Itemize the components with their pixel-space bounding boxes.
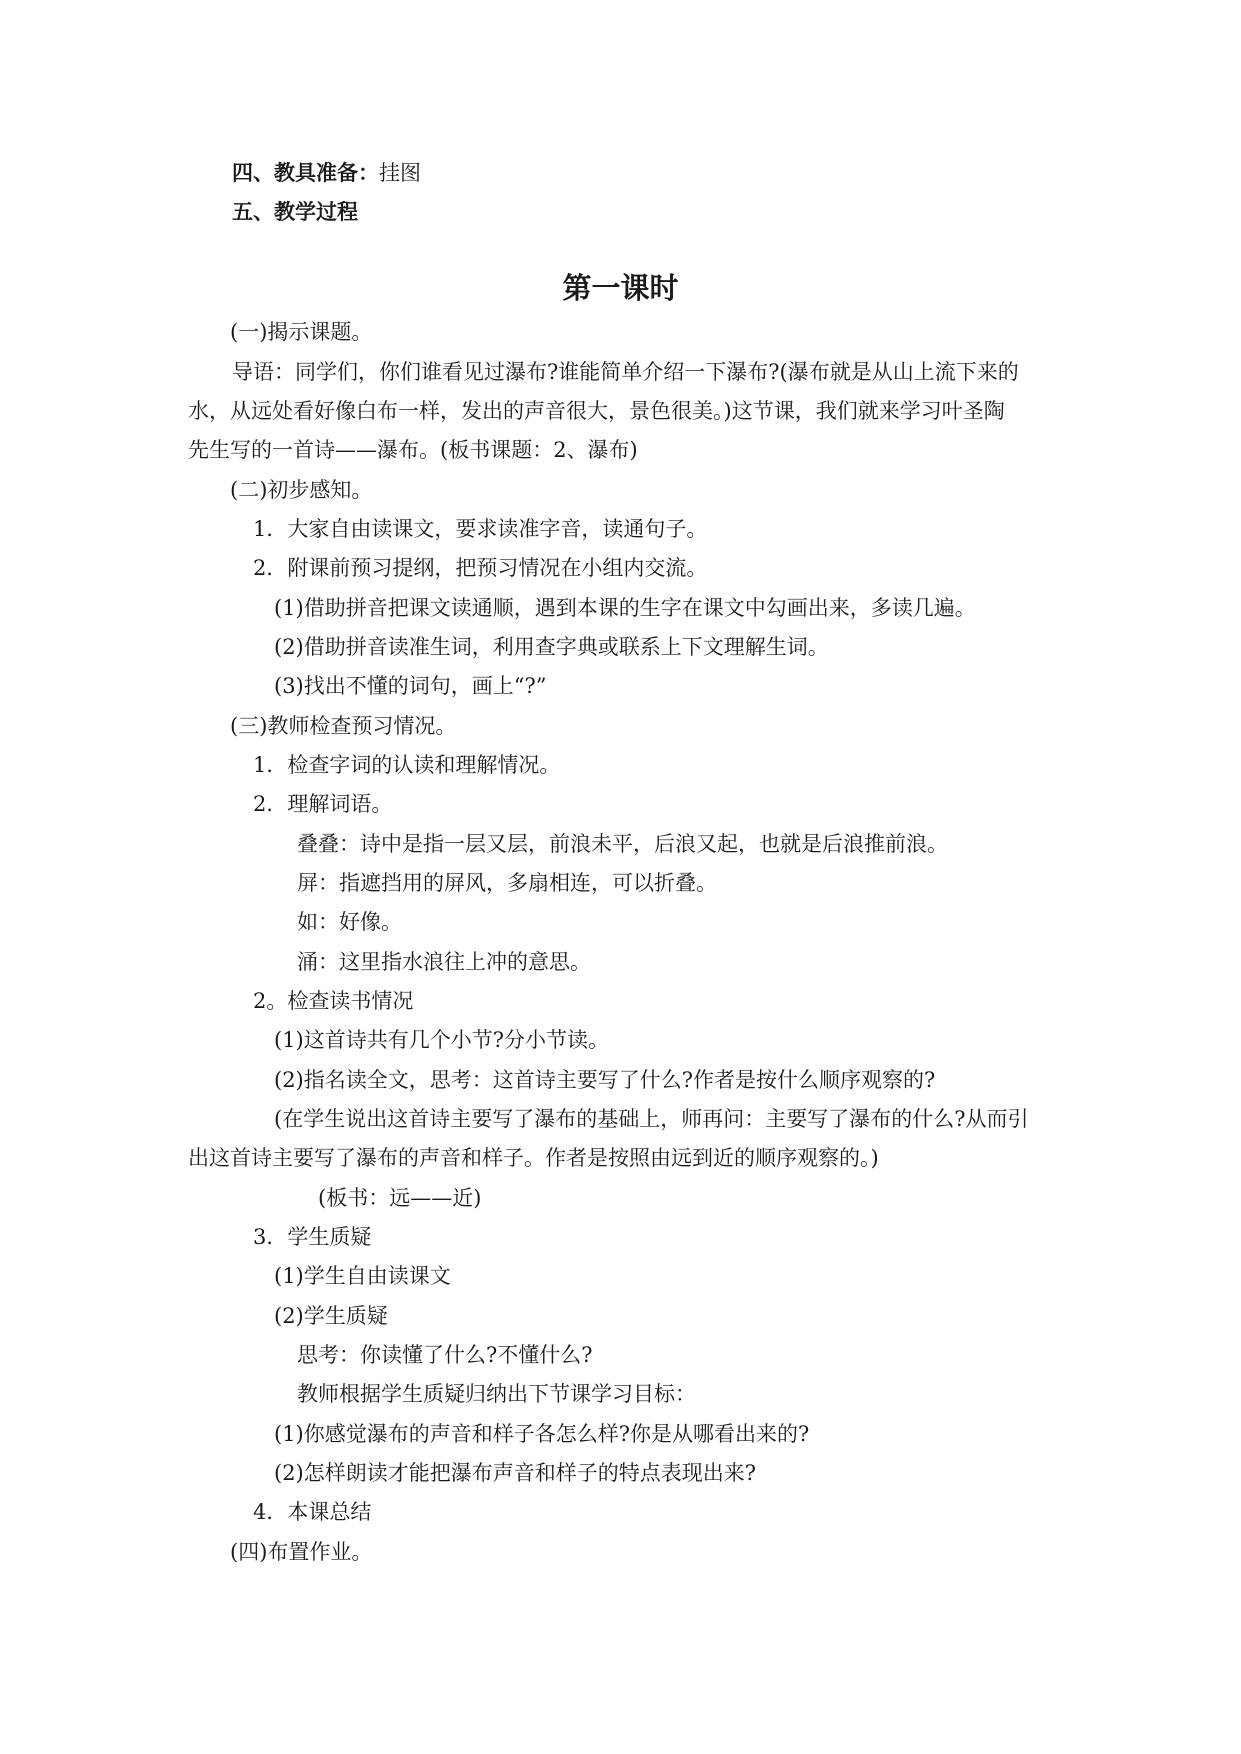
goal-2: (2)怎样朗读才能把瀑布声音和样子的特点表现出来?: [274, 1461, 757, 1485]
word-definition-3: 如：好像。: [297, 910, 402, 934]
goal-1: (1)你感觉瀑布的声音和样子各怎么样?你是从哪看出来的?: [274, 1422, 810, 1446]
part3-item-4: 4．本课总结: [253, 1500, 372, 1524]
part2-sub-1: (1)借助拼音把课文读通顺，遇到本课的生字在课文中勾画出来，多读几遍。: [274, 596, 976, 620]
part3-item-2: 2．理解词语。: [253, 792, 393, 816]
part3-item-3: 3．学生质疑: [253, 1225, 372, 1249]
section4-text: 挂图: [379, 161, 421, 185]
question-step-2: (2)学生质疑: [274, 1304, 388, 1328]
part3-heading: (三)教师检查预习情况。: [230, 714, 457, 738]
section4-line: [232, 159, 421, 187]
part2-sub-3: (3)找出不懂的词句，画上“?”: [274, 674, 547, 698]
part1-intro-line-3: 先生写的一首诗——瀑布。(板书课题：2、瀑布): [188, 438, 638, 462]
section5-heading: 五、教学过程: [232, 199, 358, 224]
part1-heading: (一)揭示课题。: [230, 320, 373, 344]
answer-line-2: 出这首诗主要写了瀑布的声音和样子。作者是按照由远到近的顺序观察的。): [188, 1146, 879, 1170]
read-question-1: (1)这首诗共有几个小节?分小节读。: [274, 1028, 610, 1052]
think-line: 思考：你读懂了什么?不懂什么?: [297, 1343, 593, 1367]
word-definition-2: 屏：指遮挡用的屏风，多扇相连，可以折叠。: [297, 871, 717, 895]
part4-heading: (四)布置作业。: [230, 1540, 373, 1564]
part3-item-1: 1．检查字词的认读和理解情况。: [253, 753, 561, 777]
question-step-1: (1)学生自由读课文: [274, 1264, 451, 1288]
teacher-line: 教师根据学生质疑归纳出下节课学习目标：: [297, 1382, 696, 1406]
part1-intro-line-1: 导语：同学们，你们谁看见过瀑布?谁能简单介绍一下瀑布?(瀑布就是从山上流下来的: [232, 360, 1019, 384]
part2-sub-2: (2)借助拼音读准生词，利用查字典或联系上下文理解生词。: [274, 635, 829, 659]
part2-item-2: 2．附课前预习提纲，把预习情况在小组内交流。: [253, 556, 708, 580]
part3-item-2b: 2。检查读书情况: [253, 989, 414, 1013]
word-definition-4: 涌：这里指水浪往上冲的意思。: [297, 950, 591, 974]
part2-heading: (二)初步感知。: [230, 478, 373, 502]
part1-intro-line-2: 水，从远处看好像白布一样，发出的声音很大，景色很美。)这节课，我们就来学习叶圣陶: [188, 399, 1005, 423]
part2-item-1: 1．大家自由读课文，要求读准字音，读通句子。: [253, 517, 708, 541]
lesson-title: 第一课时: [562, 271, 679, 305]
read-question-2: (2)指名读全文，思考：这首诗主要写了什么?作者是按什么顺序观察的?: [274, 1068, 936, 1092]
board-note: (板书：远——近): [318, 1186, 482, 1210]
word-definition-1: 叠叠：诗中是指一层又层，前浪未平，后浪又起，也就是后浪推前浪。: [297, 832, 948, 856]
answer-line-1: (在学生说出这首诗主要写了瀑布的基础上，师再问：主要写了瀑布的什么?从而引: [274, 1107, 1029, 1131]
section4-heading: 四、教具准备：: [232, 160, 379, 185]
